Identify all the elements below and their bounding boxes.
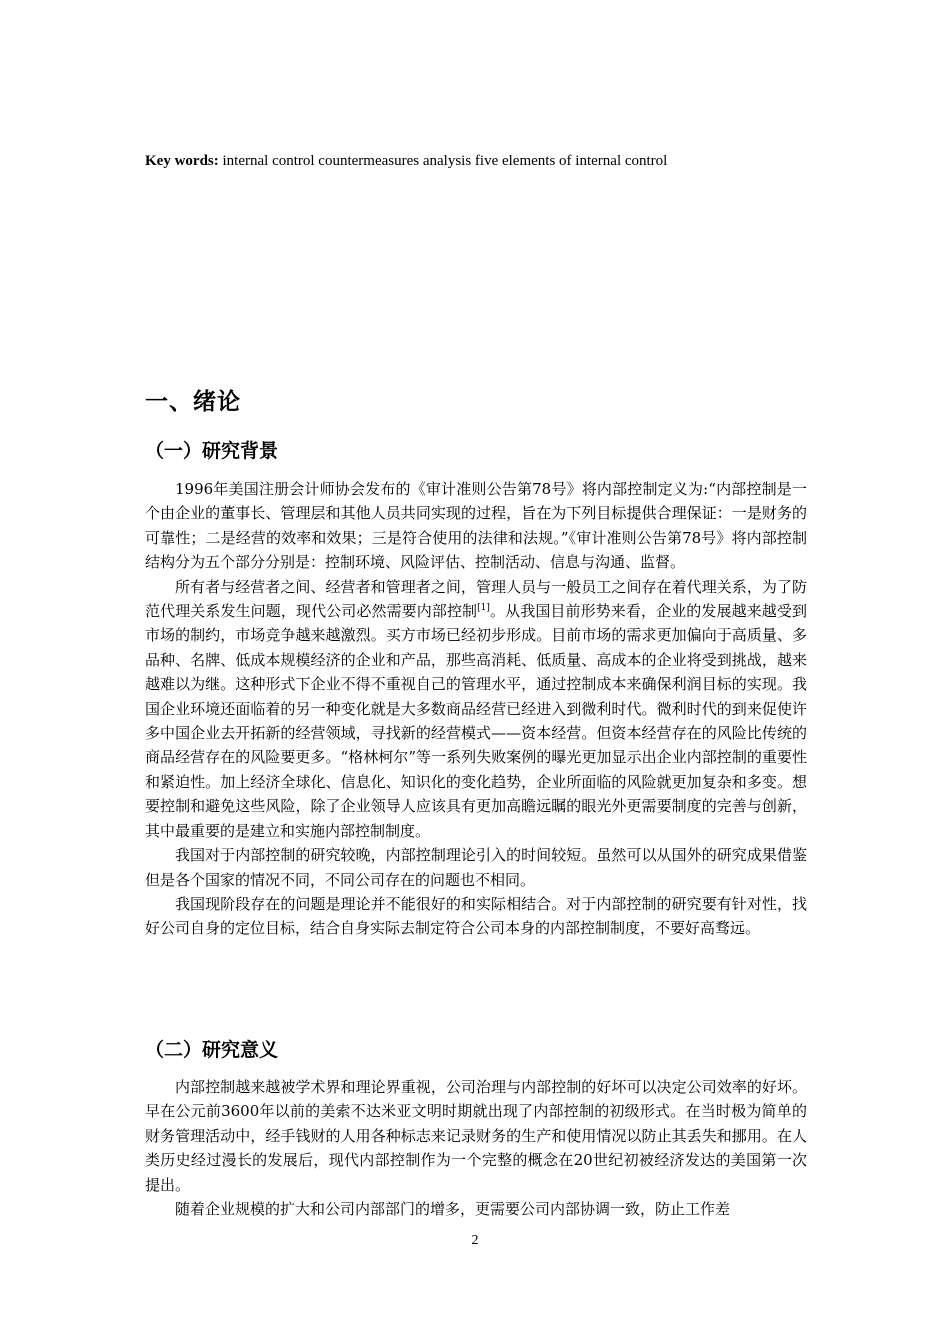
paragraph-text: 。从我国目前形势来看，企业的发展越来越受到市场的制约，市场竞争越来越激烈。买方市场已经初步形成。目前市场的需求更加偏向于高质量、多品种、名牌、低成本规模经济的企业和产品，那些高消耗、低质量、高成本的企业将受到挑战，越来越难以为继。这种形式下企业不得不重视自己的管理水平，通过控制成本来确保利润目标的实现。我国企业环境还面临着的另一种变化就是大多数商品经营已经进入到微利时代。微利时代的到来促使许多中国企业去开拓新的经营领域，寻找新的经营模式——资本经营。但资本经营存在的风险比传统的商品经营存在的风险要更多。“格林柯尔”等一系列失败案例的曝光更加显示出企业内部控制的重要性和紧迫性。加上经济全球化、信息化、知识化的变化趋势，企业所面临的风险就更加复杂和多变。想要控制和避免这些风险，除了企业领导人应该具有更加高瞻远瞩的眼光外更需要制度的完善与创新，其中最重要的是建立和实施内部控制制度。: [145, 602, 807, 840]
paragraph: 我国现阶段存在的问题是理论并不能很好的和实际相结合。对于内部控制的研究要有针对性，找好公司自身的定位目标，结合自身实际去制定符合公司本身的内部控制制度，不要好高骛远。: [145, 894, 807, 938]
paragraph: 内部控制越来越被学术界和理论界重视，公司治理与内部控制的好坏可以决定公司效率的好坏。早在公元前3600年以前的美索不达米亚文明时期就出现了内部控制的初级形式。在当时极为简单的财务管理活动中，经手钱财的人用各种标志来记录财务的生产和使用情况以防止其丢失和挪用。在人类历史经过漫长的发展后，现代内部控制作为一个完整的概念在20世纪初被经济发达的美国第一次提出。: [145, 1078, 807, 1194]
keywords-text: internal control countermeasures analysis five elements of internal control: [222, 153, 668, 169]
paragraph: 随着企业规模的扩大和公司内部部门的增多，更需要公司内部协调一致，防止工作差: [175, 1200, 731, 1219]
citation-marker: [1]: [477, 603, 490, 614]
paragraph: 1996年美国注册会计师协会发布的《审计准则公告第78号》将内部控制定义为:“内部控制是一个由企业的董事长、管理层和其他人员共同实现的过程，旨在为下列目标提供合理保证：一是财务的可靠性；二是经营的效率和效果；三是符合使用的法律和法规。”《审计准则公告第78号》将内部控制结构分为五个部分分别是：控制环境、风险评估、控制活动、信息与沟通、监督。: [145, 480, 807, 572]
page-number: 2: [471, 1233, 479, 1248]
chapter-title: 一、绪论: [145, 389, 241, 415]
paragraph: [145, 575, 807, 843]
section-title-significance: （二）研究意义: [145, 1039, 279, 1061]
section-title-background: （一）研究背景: [145, 440, 279, 462]
keywords-line: [145, 153, 667, 170]
paragraph-text: 所有者与经营者之间、经营者和管理者之间，管理人员与一般员工之间存在着代理关系，为了防范代理关系发生问题，现代公司必然需要内部控制: [145, 577, 807, 621]
section-body-background: [145, 477, 807, 941]
section-body-significance: [145, 1075, 807, 1221]
paragraph: 我国对于内部控制的研究较晚，内部控制理论引入的时间较短。虽然可以从国外的研究成果借鉴但是各个国家的情况不同，不同公司存在的问题也不相同。: [145, 846, 807, 889]
keywords-label: Key words:: [145, 153, 219, 169]
